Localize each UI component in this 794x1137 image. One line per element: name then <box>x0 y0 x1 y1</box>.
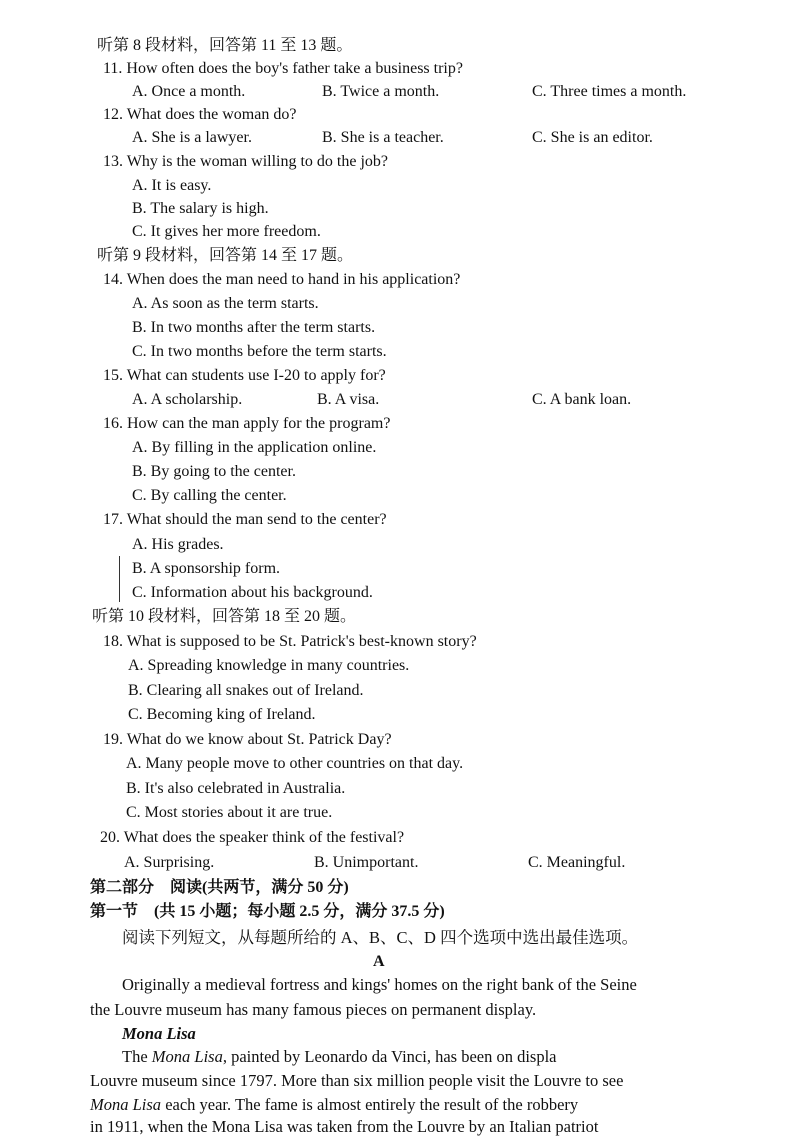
passage-paragraph-1-line-2: the Louvre museum has many famous pieces on permanent display. <box>90 1000 537 1019</box>
option-c: C. Three times a month. <box>532 83 687 100</box>
text-run: each year. The fame is almost entirely the result of the robbery <box>161 1095 579 1114</box>
option-a: A. It is easy. <box>132 177 212 194</box>
option-c: C. Meaningful. <box>528 854 626 871</box>
option-b: B. By going to the center. <box>132 463 296 480</box>
option-b: B. A visa. <box>317 391 380 408</box>
passage-paragraph-2-line-1 <box>122 1047 557 1067</box>
margin-mark <box>119 556 120 602</box>
passage-paragraph-2-line-3 <box>90 1095 578 1115</box>
section-header-8: 听第 8 段材料，回答第 11 至 13 题。 <box>97 37 353 54</box>
option-a: A. By filling in the application online. <box>132 439 377 456</box>
option-b: B. It's also celebrated in Australia. <box>126 780 346 797</box>
option-a: A. Once a month. <box>132 83 246 100</box>
question-12: 12. What does the woman do? <box>103 106 297 123</box>
option-b: B. In two months after the term starts. <box>132 319 376 336</box>
option-c: C. Information about his background. <box>132 584 373 601</box>
question-11: 11. How often does the boy's father take a business trip? <box>103 60 463 77</box>
option-b: B. She is a teacher. <box>322 129 444 146</box>
option-b: B. The salary is high. <box>132 200 269 217</box>
question-13: 13. Why is the woman willing to do the job? <box>103 153 389 170</box>
question-15: 15. What can students use I-20 to apply for? <box>103 367 386 384</box>
question-12-options <box>132 128 653 148</box>
artwork-title: Mona Lisa <box>90 1095 162 1114</box>
option-b: B. Unimportant. <box>314 854 419 871</box>
question-14: 14. When does the man need to hand in his application? <box>103 271 461 288</box>
artwork-title: Mona Lisa <box>151 1047 223 1066</box>
passage-paragraph-2-line-4: in 1911, when the Mona Lisa was taken from the Louvre by an Italian patriot <box>90 1117 599 1136</box>
option-c: C. A bank loan. <box>532 391 632 408</box>
option-b: B. Clearing all snakes out of Ireland. <box>128 682 364 699</box>
section-header-10: 听第 10 段材料，回答第 18 至 20 题。 <box>92 608 357 625</box>
option-a: A. Surprising. <box>124 854 215 871</box>
section-header-9: 听第 9 段材料，回答第 14 至 17 题。 <box>97 247 354 264</box>
question-16: 16. How can the man apply for the program? <box>103 415 391 432</box>
option-c: C. Most stories about it are true. <box>126 804 333 821</box>
passage-paragraph-2-line-2: Louvre museum since 1797. More than six million people visit the Louvre to see <box>90 1071 624 1090</box>
part-two-title: 第二部分 阅读(共两节，满分 50 分) <box>90 879 349 896</box>
option-c: C. It gives her more freedom. <box>132 223 321 240</box>
question-20: 20. What does the speaker think of the festival? <box>100 829 405 846</box>
option-c: C. By calling the center. <box>132 487 287 504</box>
option-a: A. Many people move to other countries on that day. <box>126 755 464 772</box>
text-run: , painted by Leonardo da Vinci, has been on displa <box>222 1047 557 1066</box>
option-b: B. A sponsorship form. <box>132 560 281 577</box>
option-b: B. Twice a month. <box>322 83 440 100</box>
option-a: A. As soon as the term starts. <box>132 295 319 312</box>
passage-paragraph-1-line-1: Originally a medieval fortress and kings' homes on the right bank of the Seine <box>122 975 637 994</box>
reading-instruction: 阅读下列短文，从每题所给的 A、B、C、D 四个选项中选出最佳选项。 <box>122 928 639 947</box>
option-c: C. She is an editor. <box>532 129 653 146</box>
question-20-options <box>124 853 626 873</box>
question-18: 18. What is supposed to be St. Patrick's best-known story? <box>103 633 477 650</box>
passage-label: A <box>373 953 385 970</box>
question-17: 17. What should the man send to the center? <box>103 511 387 528</box>
option-a: A. His grades. <box>132 536 224 553</box>
passage-subheading: Mona Lisa <box>122 1024 196 1043</box>
question-11-options <box>132 82 687 102</box>
option-a: A. She is a lawyer. <box>132 129 252 146</box>
section-one-title: 第一节 (共 15 小题；每小题 2.5 分，满分 37.5 分) <box>90 903 445 920</box>
question-19: 19. What do we know about St. Patrick Day? <box>103 731 392 748</box>
option-c: C. In two months before the term starts. <box>132 343 387 360</box>
question-15-options <box>132 390 632 410</box>
option-a: A. A scholarship. <box>132 391 243 408</box>
text-run: The <box>122 1047 152 1066</box>
option-c: C. Becoming king of Ireland. <box>128 706 316 723</box>
option-a: A. Spreading knowledge in many countries. <box>128 657 410 674</box>
